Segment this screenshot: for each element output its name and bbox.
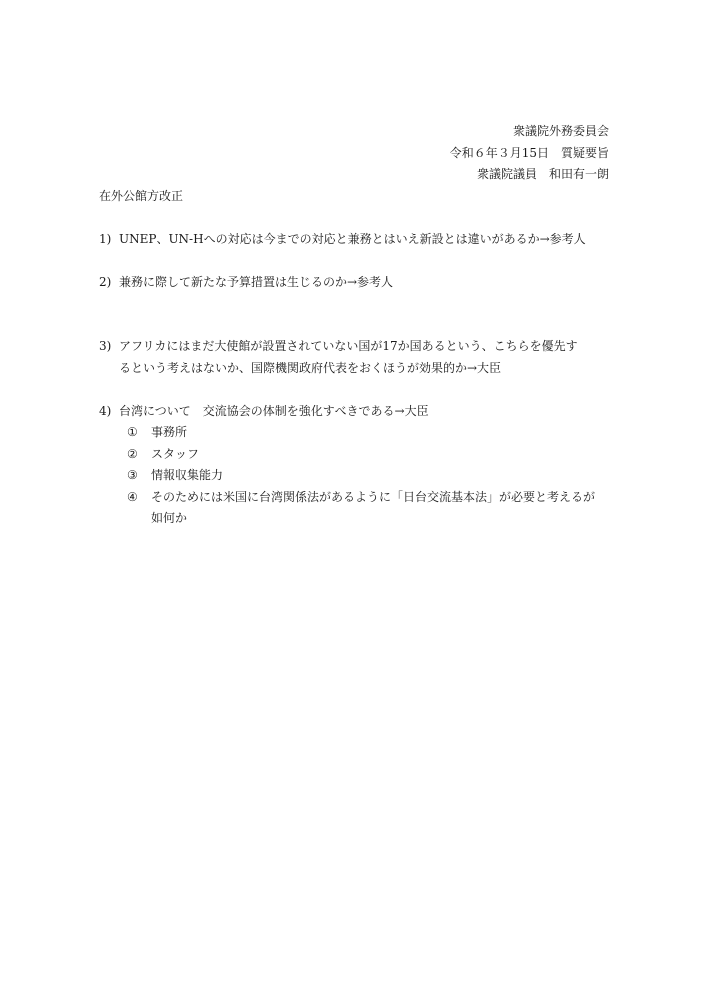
- item-text-cont: るという考えはないか、国際機関政府代表をおくほうが効果的か→大臣: [119, 361, 502, 375]
- document-title: 在外公館方改正: [99, 189, 184, 203]
- subitem-mark: ③: [127, 468, 138, 482]
- subitem-text: 事務所: [151, 425, 188, 439]
- subitem-mark: ④: [127, 490, 138, 504]
- subitem-text: 情報収集能力: [151, 468, 224, 482]
- subitem-3: [127, 468, 223, 482]
- subitem-1: [127, 425, 187, 439]
- item-text: 兼務に際して新たな予算措置は生じるのか→参考人: [119, 275, 394, 289]
- question-item-4: [99, 404, 611, 418]
- item-text: 台湾について 交流協会の体制を強化すべきである→大臣: [119, 404, 429, 418]
- item-number: 3): [99, 339, 112, 353]
- question-item-1: [99, 232, 611, 246]
- subitem-4: [127, 490, 595, 504]
- subitem-text: スタッフ: [151, 447, 200, 461]
- question-item-3: [99, 339, 611, 375]
- subitem-2: [127, 447, 199, 461]
- question-item-2: [99, 275, 611, 289]
- subitem-mark: ②: [127, 447, 138, 461]
- member-name: 衆議院議員 和田有一朗: [476, 167, 609, 181]
- item-text: アフリカにはまだ大使館が設置されていない国が17か国あるという、こちらを優先す: [119, 339, 578, 353]
- item-text: UNEP、UN-Hへの対応は今までの対応と兼務とはいえ新設とは違いがあるか→参考人: [119, 232, 586, 246]
- committee-name: 衆議院外務委員会: [512, 124, 609, 138]
- subitem-text: そのためには米国に台湾関係法があるように「日台交流基本法」が必要と考えるが: [151, 490, 596, 504]
- subitem-4-continuation: 如何か: [151, 511, 188, 525]
- subitem-mark: ①: [127, 425, 138, 439]
- date-line: 令和６年３月15日 質疑要旨: [449, 146, 609, 160]
- item-number: 1): [99, 232, 112, 246]
- item-number: 4): [99, 404, 112, 418]
- item-number: 2): [99, 275, 112, 289]
